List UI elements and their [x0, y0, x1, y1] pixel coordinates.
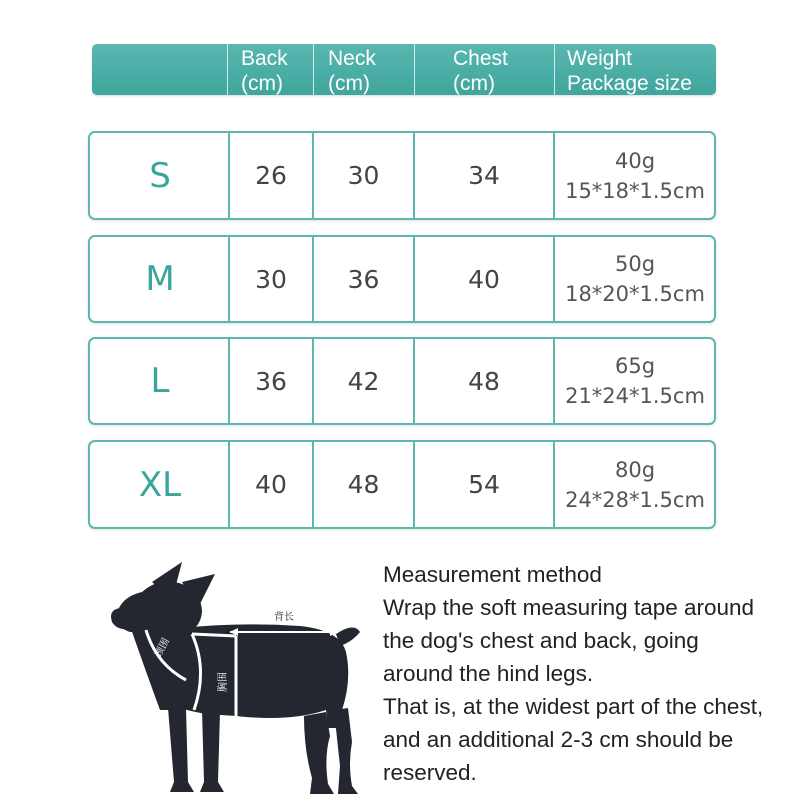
neck-value: 42 — [347, 366, 380, 396]
package-value: 24*28*1.5cm — [565, 487, 705, 512]
neck-value: 48 — [347, 470, 380, 499]
size-row-l — [88, 337, 716, 425]
weight-value: 80g — [614, 457, 656, 482]
size-label: S — [149, 155, 171, 196]
method-line: the dog's chest and back, going — [383, 628, 699, 653]
method-title: Measurement method — [383, 562, 602, 587]
neck-girth-label: 颈围 — [152, 636, 173, 660]
weight-value: 50g — [614, 252, 656, 276]
method-line: and an additional 2-3 cm should be — [383, 727, 734, 752]
back-value: 30 — [255, 264, 287, 294]
chest-value: 54 — [468, 470, 500, 499]
weight-value: 40g — [614, 148, 656, 173]
neck-value: 30 — [347, 161, 380, 190]
neck-value: 36 — [347, 264, 380, 294]
chest-value: 40 — [468, 264, 500, 294]
back-value: 36 — [255, 366, 287, 396]
chest-value: 48 — [468, 366, 500, 396]
header-chest — [414, 44, 554, 95]
weight-package-cell — [556, 237, 714, 321]
back-value: 26 — [255, 161, 287, 190]
header-back-unit: (cm) — [241, 72, 283, 95]
header-back — [227, 44, 313, 95]
method-line: around the hind legs. — [383, 661, 594, 686]
size-label: L — [150, 361, 170, 401]
method-line: Wrap the soft measuring tape around — [383, 595, 755, 620]
weight-package-cell — [556, 339, 714, 423]
header-neck — [313, 44, 414, 95]
size-label: XL — [138, 464, 182, 505]
chest-girth-label: 胸围 — [218, 672, 229, 692]
back-length-label: 背长 — [274, 612, 294, 623]
chest-value: 34 — [468, 161, 500, 190]
dog-harness-illustration — [90, 560, 380, 800]
size-row-s — [88, 131, 716, 220]
header-package-label: Package size — [567, 72, 692, 95]
package-value: 21*24*1.5cm — [565, 384, 705, 408]
weight-package-cell — [556, 133, 714, 218]
package-value: 15*18*1.5cm — [565, 178, 705, 203]
header-neck-label: Neck — [328, 47, 376, 70]
header-weight — [554, 44, 716, 95]
header-chest-label: Chest — [453, 47, 508, 70]
method-line: reserved. — [383, 760, 477, 785]
header-back-label: Back — [241, 47, 288, 70]
weight-package-cell — [556, 442, 714, 527]
header-chest-unit: (cm) — [453, 72, 495, 95]
size-row-xl — [88, 440, 716, 529]
header-neck-unit: (cm) — [328, 72, 370, 95]
size-label: M — [145, 259, 175, 299]
header-weight-label: Weight — [567, 47, 632, 70]
method-line: That is, at the widest part of the chest, — [383, 694, 764, 719]
back-value: 40 — [255, 470, 287, 499]
size-row-m — [88, 235, 716, 323]
measurement-method — [383, 558, 793, 789]
weight-value: 65g — [614, 354, 656, 378]
harness-top-edge — [192, 634, 236, 636]
size-table-header — [92, 44, 716, 95]
package-value: 18*20*1.5cm — [565, 282, 705, 306]
